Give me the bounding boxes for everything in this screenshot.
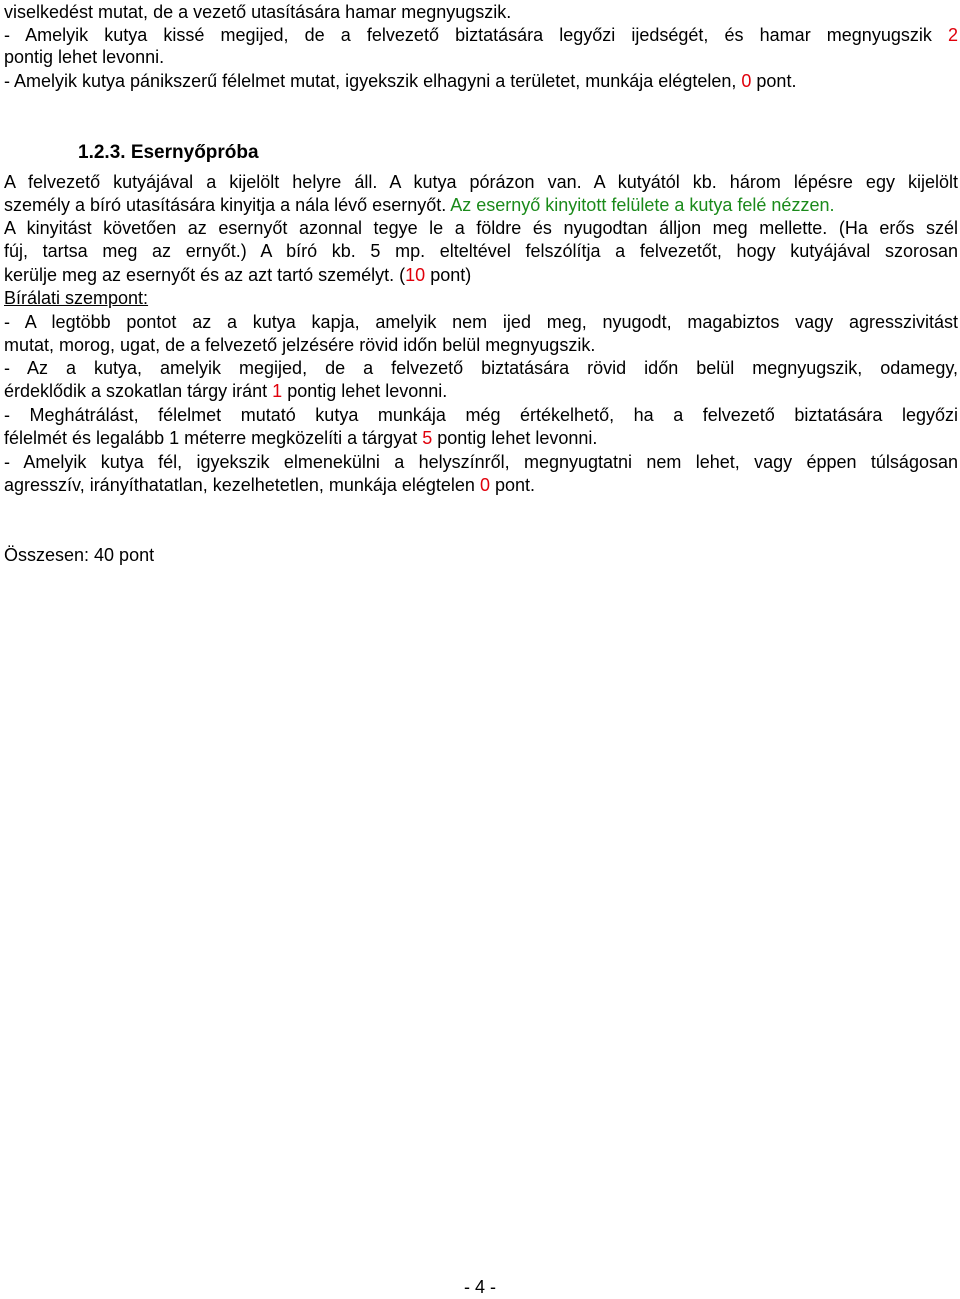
text-run: - Amelyik kutya pánikszerű félelmet mutat, igyekszik elhagyni a területet, munkája elégtelen,	[4, 71, 737, 91]
text-run: - Amelyik kutya fél, igyekszik elmenekülni a helyszínről, megnyugtatni nem lehet, vagy éppen túlságosan	[4, 452, 958, 472]
paragraph-line	[4, 70, 796, 93]
text-run: félelmét és legalább 1 méterre megközelíti a tárgyat	[4, 428, 418, 448]
text-run: pontig lehet levonni.	[287, 381, 448, 401]
text-run: kerülje meg az esernyőt és az azt tartó személyt. (	[4, 265, 406, 285]
paragraph-line	[4, 357, 958, 380]
criteria-label-text: Bírálati szempont:	[4, 288, 149, 308]
paragraph-line	[4, 380, 447, 403]
paragraph-line	[4, 451, 958, 474]
paragraph-line	[4, 474, 535, 497]
text-run: A kinyitást követően az esernyőt azonnal tegye le a földre és nyugodtan álljon meg mellette. (Ha erős szél	[4, 218, 958, 238]
paragraph-line	[4, 404, 958, 427]
paragraph-line	[4, 240, 958, 263]
criteria-label	[4, 287, 148, 310]
score-value: 0	[741, 71, 752, 91]
section-heading	[78, 141, 259, 164]
text-run: mutat, morog, ugat, de a felvezető jelzésére rövid időn belül megnyugszik.	[4, 335, 596, 355]
text-run: - Amelyik kutya kissé megijed, de a felvezető biztatására legyőzi ijedségét, és hamar megnyugszik	[4, 25, 932, 45]
score-value: 0	[479, 475, 490, 495]
text-run: pontig lehet levonni.	[4, 47, 165, 67]
paragraph-line	[4, 1, 511, 24]
paragraph-line	[4, 217, 958, 240]
score-value: 10	[405, 265, 426, 285]
text-run: viselkedést mutat, de a vezető utasítására hamar megnyugszik.	[4, 2, 512, 22]
text-run: pont.	[756, 71, 797, 91]
total-score-text: Összesen: 40 pont	[4, 545, 155, 565]
page-number: - 4 -	[463, 1277, 496, 1297]
total-score	[4, 544, 154, 567]
heading-text: 1.2.3. Esernyőpróba	[78, 142, 259, 163]
text-run: személy a bíró utasítására kinyitja a nála lévő esernyőt.	[4, 195, 447, 215]
instruction-highlight: Az esernyő kinyitott felülete a kutya felé nézzen.	[450, 195, 835, 215]
text-run: A felvezető kutyájával a kijelölt helyre áll. A kutya pórázon van. A kutyától kb. három lépésre egy kijelölt	[4, 172, 958, 192]
score-value: 1	[272, 381, 283, 401]
paragraph-line	[4, 334, 595, 357]
text-run: - Az a kutya, amelyik megijed, de a felvezető biztatására rövid időn belül megnyugszik, odamegy,	[4, 358, 958, 378]
text-run: érdeklődik a szokatlan tárgy iránt	[4, 381, 268, 401]
paragraph-line	[4, 194, 834, 217]
text-run: pont)	[425, 265, 472, 285]
score-value: 5	[422, 428, 433, 448]
paragraph-line	[4, 264, 471, 287]
paragraph-line	[4, 427, 597, 450]
text-run: pont.	[495, 475, 536, 495]
paragraph-line	[4, 311, 958, 334]
paragraph-line	[4, 171, 958, 194]
text-run: fúj, tartsa meg az ernyőt.) A bíró kb. 5 mp. elteltével felszólítja a felvezetőt, hogy kutyájával szorosan	[4, 241, 958, 261]
text-run: - Meghátrálást, félelmet mutató kutya munkája még értékelhető, ha a felvezető biztatására legyőzi	[4, 405, 958, 425]
paragraph-line	[4, 46, 164, 69]
text-run: agresszív, irányíthatatlan, kezelhetetlen, munkája elégtelen	[4, 475, 475, 495]
paragraph-line	[4, 24, 958, 47]
text-run: pontig lehet levonni.	[437, 428, 598, 448]
score-value: 2	[947, 25, 958, 45]
text-run: - A legtöbb pontot az a kutya kapja, amelyik nem ijed meg, nyugodt, magabiztos vagy agresszivitást	[4, 312, 958, 332]
